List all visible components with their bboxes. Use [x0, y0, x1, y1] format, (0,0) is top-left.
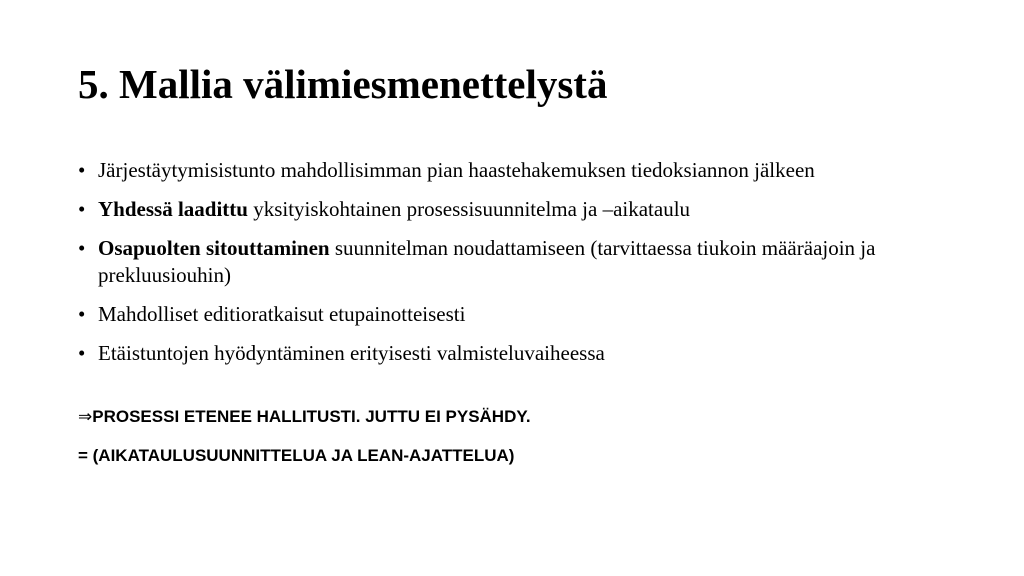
conclusion-text: = (AIKATAULUSUUNNITTELUA JA LEAN-AJATTELUA)	[78, 446, 515, 465]
implies-arrow-icon: ⇒	[78, 407, 93, 427]
bullet-text: Etäistuntojen hyödyntäminen erityisesti valmisteluvaiheessa	[98, 341, 605, 365]
conclusion-line	[78, 444, 978, 468]
slide-title: 5. Mallia välimiesmenettelystä	[78, 61, 608, 107]
bullet-text: yksityiskohtainen prosessisuunnitelma ja –aikataulu	[247, 197, 691, 221]
bullet-item	[78, 301, 928, 328]
bullet-dot: •	[78, 341, 86, 365]
bullet-item	[78, 196, 928, 223]
bullet-list	[78, 157, 928, 379]
bullet-bold-text: Osapuolten sitouttaminen	[98, 236, 330, 260]
bullet-text: Järjestäytymisistunto mahdollisimman pian haastehakemuksen tiedoksiannon jälkeen	[98, 158, 815, 182]
conclusion-text: PROSESSI ETENEE HALLITUSTI. JUTTU EI PYSÄHDY.	[92, 407, 531, 426]
bullet-text: suunnitelman noudattamiseen (tarvittaessa tiukoin määräajoin ja prekluusiouhin)	[98, 236, 876, 287]
conclusion-line	[78, 405, 978, 429]
bullet-dot: •	[78, 236, 86, 260]
bullet-dot: •	[78, 302, 86, 326]
bullet-item	[78, 157, 928, 184]
bullet-item	[78, 340, 928, 367]
bullet-dot: •	[78, 197, 86, 221]
bullet-bold-text: Yhdessä laadittu	[98, 197, 248, 221]
bullet-text: Mahdolliset editioratkaisut etupainotteisesti	[98, 302, 466, 326]
bullet-item	[78, 235, 928, 289]
bullet-dot: •	[78, 158, 86, 182]
